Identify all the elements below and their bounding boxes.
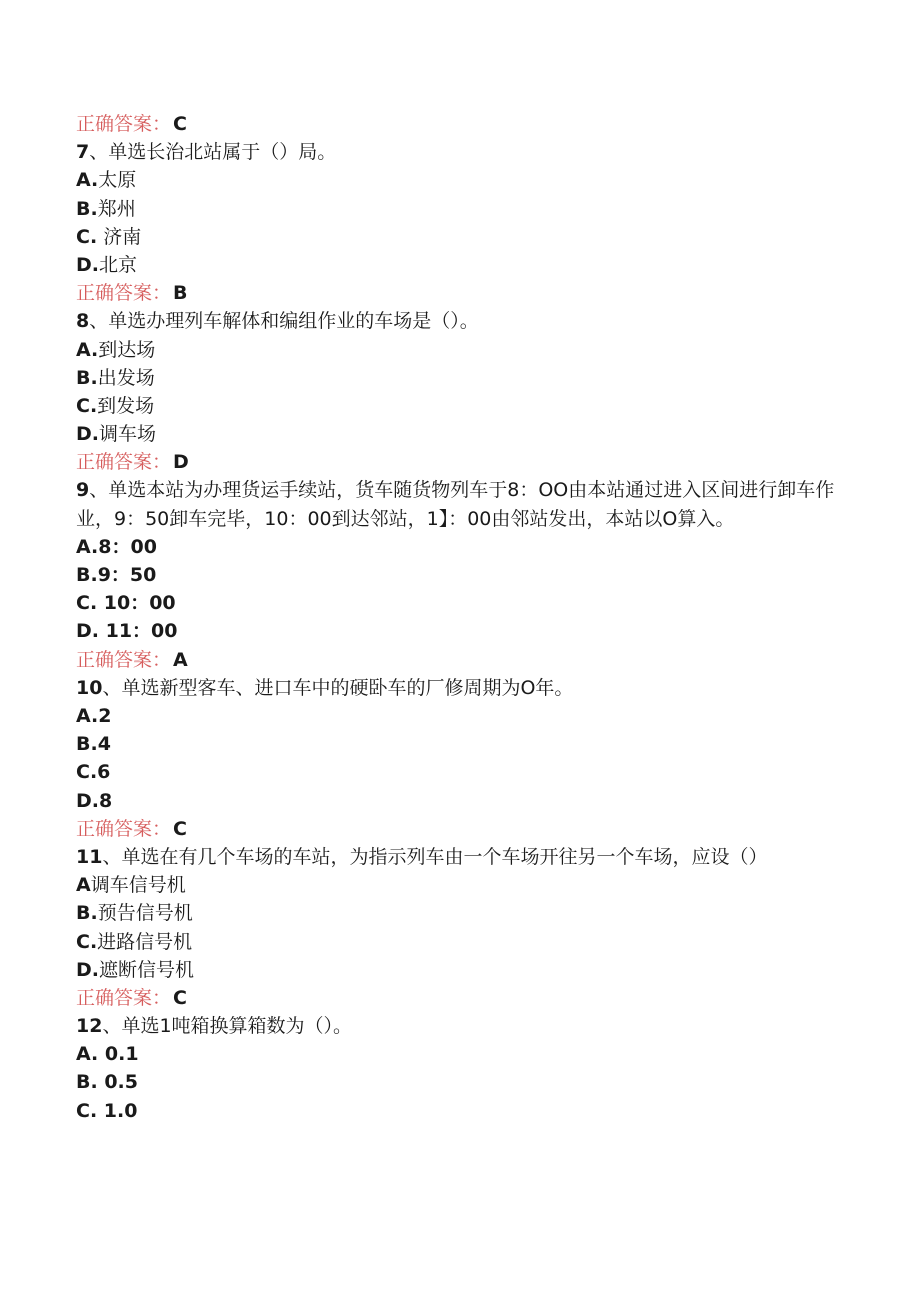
answer-value: D <box>173 451 189 474</box>
option-text: 预告信号机 <box>97 902 193 925</box>
option-text: 遮断信号机 <box>99 958 195 981</box>
option-text: 到发场 <box>97 394 155 417</box>
option-letter: A.2 <box>76 705 112 728</box>
option-text: 调车信号机 <box>90 874 186 897</box>
question-number: 12 <box>76 1015 103 1038</box>
answer-line <box>76 110 836 138</box>
answer-value: C <box>173 986 187 1009</box>
answer-label: 正确答案： <box>76 113 172 135</box>
option-text: 出发场 <box>97 366 155 389</box>
question-number: 9 <box>76 479 90 502</box>
option-line <box>76 336 836 364</box>
option-line <box>76 758 836 786</box>
question-line <box>76 476 836 532</box>
option-letter: B. <box>76 902 98 925</box>
question-text: 、单选长治北站属于（）局。 <box>89 141 337 164</box>
option-line <box>76 195 836 223</box>
option-letter: C. <box>76 225 98 248</box>
question-number: 11 <box>76 845 103 868</box>
option-line <box>76 1040 836 1068</box>
question-line <box>76 307 836 335</box>
option-line <box>76 392 836 420</box>
answer-value: B <box>173 282 188 305</box>
option-text: 调车场 <box>99 423 157 446</box>
answer-label: 正确答案： <box>76 451 172 474</box>
option-letter: B.4 <box>76 733 111 756</box>
question-line <box>76 843 836 871</box>
question-text: 、单选在有几个车场的车站，为指示列车由一个车场开往另一个车场，应设（） <box>102 845 768 868</box>
option-letter: B.9：50 <box>76 564 157 587</box>
option-letter: A. <box>76 338 99 361</box>
question-number: 10 <box>76 676 103 699</box>
option-letter: A. 0.1 <box>76 1043 139 1066</box>
option-text: 到达场 <box>98 338 156 361</box>
option-line <box>76 364 836 392</box>
option-line <box>76 617 836 645</box>
answer-value: C <box>173 817 187 840</box>
option-line <box>76 251 836 279</box>
option-line <box>76 561 836 589</box>
option-letter: A. <box>76 169 99 192</box>
option-letter: D. <box>76 423 99 446</box>
answer-line <box>76 448 836 476</box>
option-line <box>76 420 836 448</box>
option-line <box>76 1068 836 1096</box>
answer-label: 正确答案： <box>76 282 172 305</box>
option-line <box>76 702 836 730</box>
option-line <box>76 928 836 956</box>
option-line <box>76 589 836 617</box>
option-text: 郑州 <box>97 197 136 220</box>
option-letter: D. <box>76 958 99 981</box>
answer-line <box>76 815 836 843</box>
option-letter: D.8 <box>76 789 113 812</box>
option-text: 北京 <box>99 253 138 276</box>
option-letter: A.8：00 <box>76 535 157 558</box>
option-line <box>76 871 836 899</box>
question-line <box>76 1012 836 1040</box>
option-line <box>76 730 836 758</box>
option-letter: B. <box>76 366 98 389</box>
option-letter: C. <box>76 930 98 953</box>
option-letter: C. <box>76 394 98 417</box>
question-line <box>76 138 836 166</box>
option-letter: C. 10：00 <box>76 592 176 615</box>
option-line <box>76 956 836 984</box>
answer-line <box>76 279 836 307</box>
question-number: 7 <box>76 141 90 164</box>
option-text: 太原 <box>98 169 137 192</box>
option-line <box>76 787 836 815</box>
answer-line <box>76 646 836 674</box>
option-letter: C.6 <box>76 761 111 784</box>
answer-label: 正确答案： <box>76 986 172 1009</box>
option-line <box>76 223 836 251</box>
option-letter: D. <box>76 253 99 276</box>
answer-line <box>76 984 836 1012</box>
option-line <box>76 166 836 194</box>
option-letter: D. 11：00 <box>76 620 178 643</box>
question-line <box>76 674 836 702</box>
question-text: 、单选本站为办理货运手续站，货车随货物列车于8：OO由本站通过进入区间进行卸车作业，9：50卸车完毕，10：00到达邻站，1】：00由邻站发出，本站以O算入。 <box>76 479 835 530</box>
question-text: 、单选办理列车解体和编组作业的车场是（）。 <box>89 310 479 333</box>
option-letter: C. 1.0 <box>76 1099 138 1122</box>
option-line <box>76 533 836 561</box>
question-number: 8 <box>76 310 90 333</box>
option-text: 进路信号机 <box>97 930 193 953</box>
option-text: 济南 <box>97 225 142 248</box>
option-letter: B. <box>76 197 98 220</box>
answer-label: 正确答案： <box>76 648 172 671</box>
answer-label: 正确答案： <box>76 817 172 840</box>
option-line <box>76 899 836 927</box>
option-line <box>76 1097 836 1125</box>
question-text: 、单选新型客车、进口车中的硬卧车的厂修周期为O年。 <box>102 676 574 699</box>
document-body <box>76 110 836 1125</box>
option-letter: A <box>76 874 91 897</box>
answer-value: C <box>173 113 187 135</box>
option-letter: B. 0.5 <box>76 1071 138 1094</box>
answer-value: A <box>173 648 188 671</box>
question-text: 、单选1吨箱换算箱数为（）。 <box>102 1015 353 1038</box>
